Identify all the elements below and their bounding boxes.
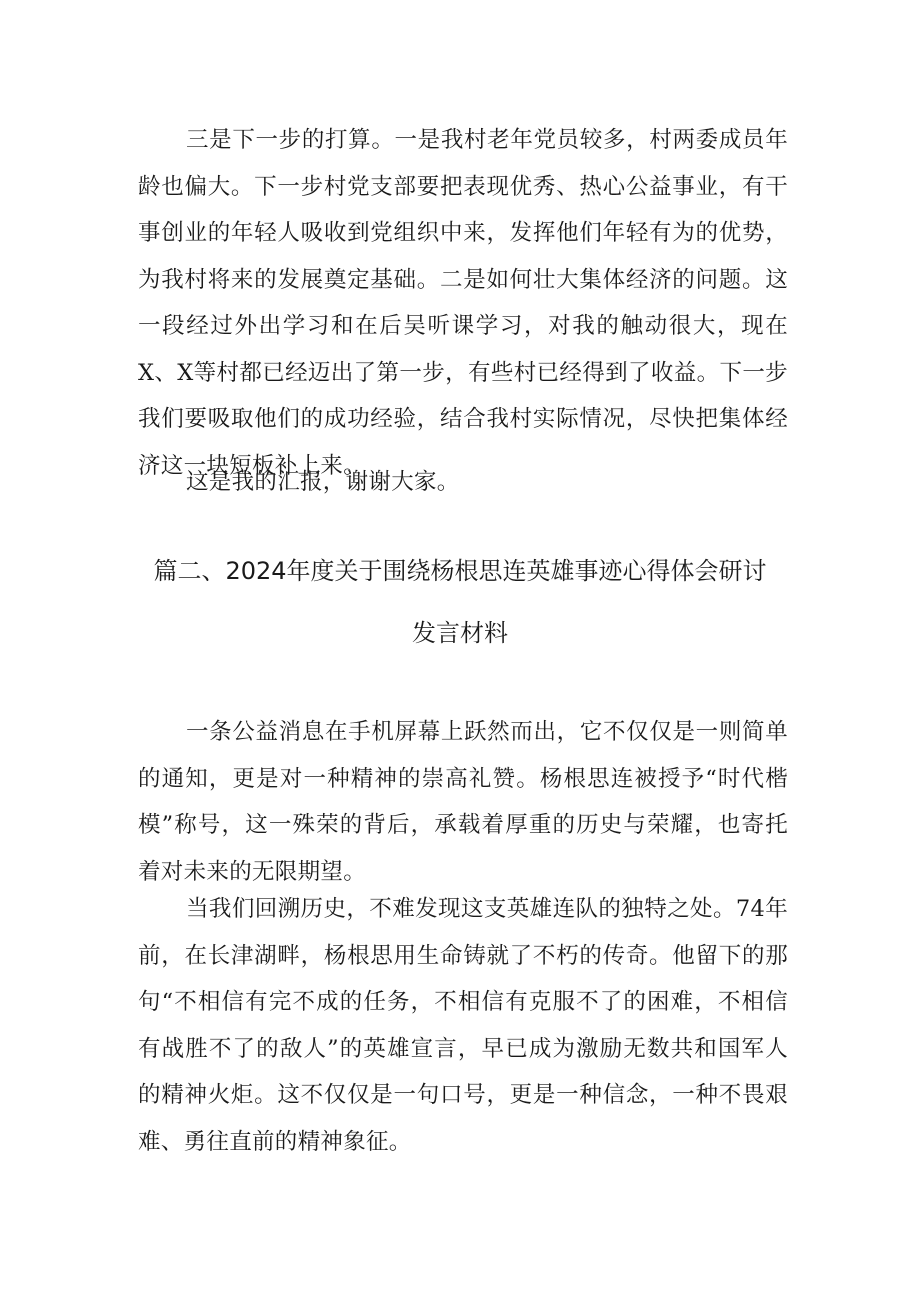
paragraph-history: 当我们回溯历史，不难发现这支英雄连队的独特之处。74年前，在长津湖畔，杨根思用生命铸就了不朽的传奇。他留下的那句“不相信有完不成的任务，不相信有克服不了的困难，不相信有战胜不了的敌人”的英雄宣言，早已成为激励无数共和国军人的精神火炬。这不仅仅是一句口号，更是一种信念，一种不畏艰难、勇往直前的精神象征。: [138, 896, 788, 1155]
paragraph-news-intro: 一条公益消息在手机屏幕上跃然而出，它不仅仅是一则简单的通知，更是对一种精神的崇高礼赞。杨根思连被授予“时代楷模”称号，这一殊荣的背后，承载着厚重的历史与荣耀，也寄托着对未来的无限期望。: [138, 719, 788, 885]
section-heading: [100, 540, 820, 664]
section-heading-line-2: 发言材料: [412, 619, 508, 647]
paragraph-closing-remark: 这是我的汇报，谢谢大家。: [186, 469, 460, 495]
paragraph-next-steps: 三是下一步的打算。一是我村老年党员较多，村两委成员年龄也偏大。下一步村党支部要把表现优秀、热心公益事业，有干事创业的年轻人吸收到党组织中来，发挥他们年轻有为的优势，为我村将来的发展奠定基础。二是如何壮大集体经济的问题。这一段经过外出学习和在后吴听课学习，对我的触动很大，现在X、X等村都已经迈出了第一步，有些村已经得到了收益。下一步我们要吸取他们的成功经验，结合我村实际情况，尽快把集体经济这一块短板补上来。: [138, 127, 788, 479]
section-heading-line-1: 篇二、2024年度关于围绕杨根思连英雄事迹心得体会研讨: [153, 557, 767, 585]
